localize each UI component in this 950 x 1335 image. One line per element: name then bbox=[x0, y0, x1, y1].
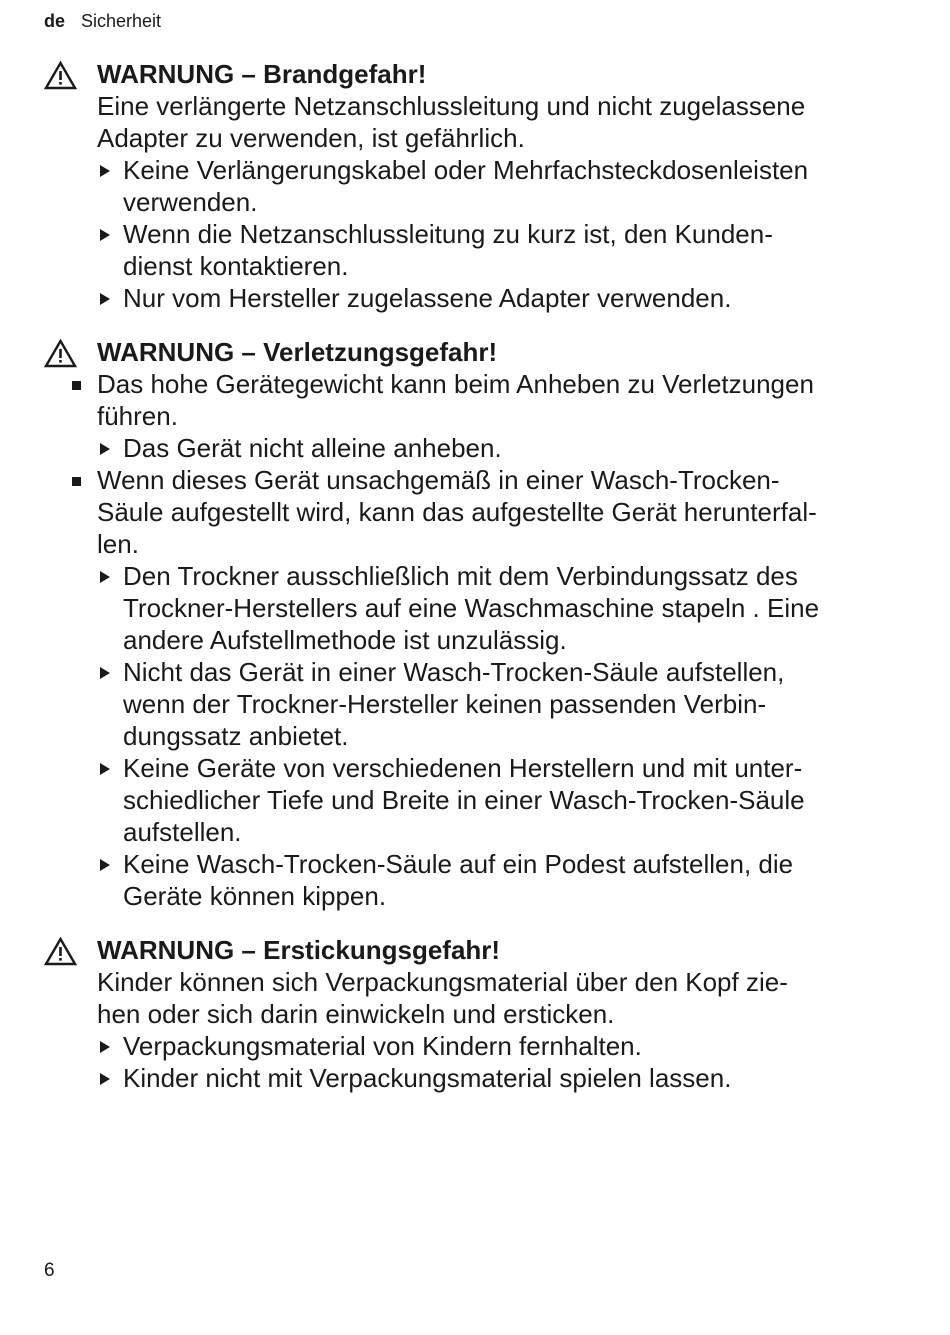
text-line: Trockner-Herstellers auf eine Waschmaschine stapeln . Eine bbox=[123, 593, 820, 623]
section-title: Sicherheit bbox=[81, 11, 162, 31]
safety-content bbox=[44, 58, 904, 1116]
warning-suffocation bbox=[44, 934, 904, 1094]
action-item bbox=[44, 282, 904, 314]
triangle-bullet-icon bbox=[100, 859, 110, 871]
warning-heading bbox=[44, 336, 904, 368]
square-bullet-icon bbox=[72, 381, 81, 390]
text-line: Eine verlängerte Netzanschlussleitung und nicht zugelassene bbox=[97, 91, 806, 121]
text-line: Kinder können sich Verpackungsmaterial über den Kopf zie- bbox=[97, 967, 788, 997]
action-item bbox=[44, 848, 904, 912]
text-line: Nur vom Hersteller zugelassene Adapter verwenden. bbox=[123, 283, 732, 313]
warning-heading bbox=[44, 934, 904, 966]
action-item bbox=[44, 432, 904, 464]
text-line: Säule aufgestellt wird, kann das aufgestellte Gerät herunterfal- bbox=[97, 497, 817, 527]
action-item bbox=[44, 218, 904, 282]
text-line: führen. bbox=[97, 401, 178, 431]
text-line: Kinder nicht mit Verpackungsmaterial spielen lassen. bbox=[123, 1063, 732, 1093]
action-item bbox=[44, 1062, 904, 1094]
warning-title: WARNUNG – Brandgefahr! bbox=[97, 59, 427, 89]
triangle-bullet-icon bbox=[100, 1073, 110, 1085]
page-header bbox=[44, 9, 161, 33]
action-item bbox=[44, 752, 904, 848]
triangle-bullet-icon bbox=[100, 1041, 110, 1053]
warning-title: WARNUNG – Erstickungsgefahr! bbox=[97, 935, 501, 965]
triangle-bullet-icon bbox=[100, 229, 110, 241]
language-code: de bbox=[44, 11, 66, 31]
list-item bbox=[44, 464, 904, 560]
text-line: aufstellen. bbox=[123, 817, 242, 847]
text-line: andere Aufstellmethode ist unzulässig. bbox=[123, 625, 567, 655]
text-line: Das hohe Gerätegewicht kann beim Anheben zu Verletzungen bbox=[97, 369, 814, 399]
text-line: Das Gerät nicht alleine anheben. bbox=[123, 433, 502, 463]
text-line: Adapter zu verwenden, ist gefährlich. bbox=[97, 123, 525, 153]
warning-triangle-icon bbox=[44, 339, 77, 368]
warning-intro bbox=[44, 966, 904, 1030]
page-number: 6 bbox=[44, 1260, 55, 1281]
triangle-bullet-icon bbox=[100, 667, 110, 679]
warning-triangle-icon bbox=[44, 61, 77, 90]
warning-title: WARNUNG – Verletzungsgefahr! bbox=[97, 337, 498, 367]
text-line: Den Trockner ausschließlich mit dem Verbindungssatz des bbox=[123, 561, 798, 591]
text-line: dungssatz anbietet. bbox=[123, 721, 349, 751]
warning-injury bbox=[44, 336, 904, 912]
triangle-bullet-icon bbox=[100, 443, 110, 455]
triangle-bullet-icon bbox=[100, 763, 110, 775]
text-line: schiedlicher Tiefe und Breite in einer Wasch-Trocken-Säule bbox=[123, 785, 805, 815]
text-line: Geräte können kippen. bbox=[123, 881, 387, 911]
triangle-bullet-icon bbox=[100, 165, 110, 177]
triangle-bullet-icon bbox=[100, 571, 110, 583]
warning-intro bbox=[44, 90, 904, 154]
warning-triangle-icon bbox=[44, 937, 77, 966]
text-line: Wenn die Netzanschlussleitung zu kurz ist, den Kunden- bbox=[123, 219, 773, 249]
action-item bbox=[44, 1030, 904, 1062]
text-line: len. bbox=[97, 529, 139, 559]
warning-fire bbox=[44, 58, 904, 314]
text-line: dienst kontaktieren. bbox=[123, 251, 349, 281]
warning-heading bbox=[44, 58, 904, 90]
text-line: Wenn dieses Gerät unsachgemäß in einer Wasch-Trocken- bbox=[97, 465, 780, 495]
triangle-bullet-icon bbox=[100, 293, 110, 305]
action-item bbox=[44, 656, 904, 752]
text-line: hen oder sich darin einwickeln und ersticken. bbox=[97, 999, 615, 1029]
action-item bbox=[44, 154, 904, 218]
text-line: Nicht das Gerät in einer Wasch-Trocken-Säule aufstellen, bbox=[123, 657, 785, 687]
list-item bbox=[44, 368, 904, 432]
text-line: Verpackungsmaterial von Kindern fernhalten. bbox=[123, 1031, 642, 1061]
text-line: Keine Wasch-Trocken-Säule auf ein Podest aufstellen, die bbox=[123, 849, 794, 879]
text-line: verwenden. bbox=[123, 187, 258, 217]
text-line: Keine Geräte von verschiedenen Herstellern und mit unter- bbox=[123, 753, 803, 783]
action-item bbox=[44, 560, 904, 656]
text-line: wenn der Trockner-Hersteller keinen passenden Verbin- bbox=[123, 689, 767, 719]
square-bullet-icon bbox=[72, 477, 81, 486]
text-line: Keine Verlängerungskabel oder Mehrfachsteckdosenleisten bbox=[123, 155, 809, 185]
